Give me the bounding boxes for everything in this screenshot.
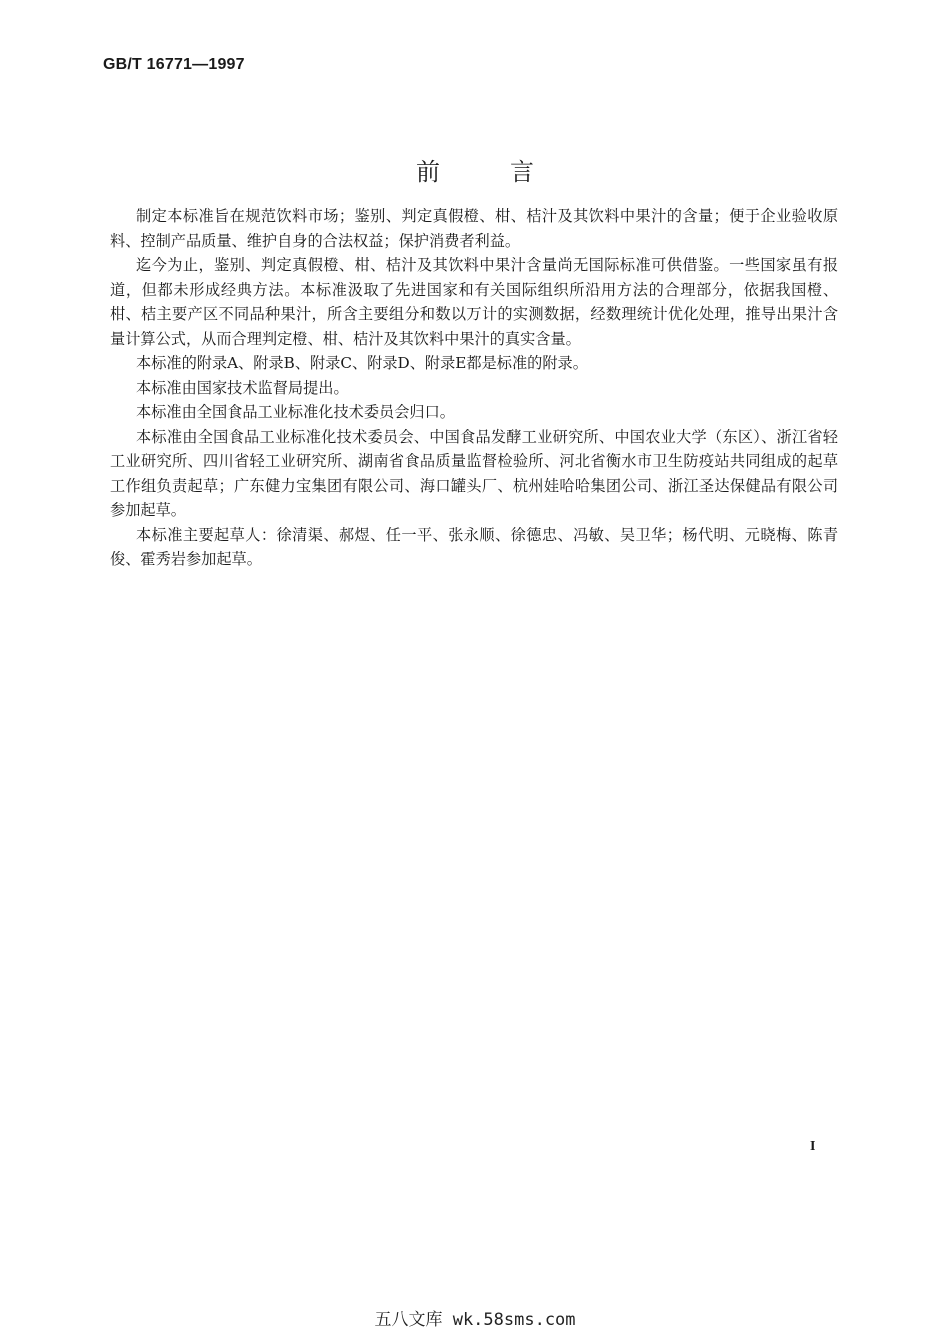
title-char-second: 言 <box>510 158 534 186</box>
page-number: I <box>810 1139 816 1154</box>
watermark-text: 五八文库 wk.58sms.com <box>374 1310 576 1330</box>
title-char-first: 前 <box>416 158 440 186</box>
foreword-body <box>110 204 838 572</box>
paragraph-background: 迄今为止，鉴别、判定真假橙、柑、桔汁及其饮料中果汁含量尚无国际标准可供借鉴。一些国家虽有报道，但都未形成经典方法。本标准汲取了先进国家和有关国际组织所沿用方法的合理部分，依据我国橙、柑、桔主要产区不同品种果汁，所含主要组分和数以万计的实测数据，经数理统计优化处理，推导出果汁含量计算公式，从而合理判定橙、柑、桔汁及其饮料中果汁的真实含量。 <box>110 256 838 348</box>
paragraph-centralizer: 本标准由全国食品工业标准化技术委员会归口。 <box>136 403 455 421</box>
paragraph-purpose: 制定本标准旨在规范饮料市场；鉴别、判定真假橙、柑、桔汁及其饮料中果汁的含量；便于企业验收原料、控制产品质量、维护自身的合法权益；保护消费者利益。 <box>110 207 838 250</box>
paragraph-drafters: 本标准主要起草人：徐清渠、郝煜、任一平、张永顺、徐德忠、冯敏、吴卫华；杨代明、元晓梅、陈青俊、霍秀岩参加起草。 <box>110 525 838 568</box>
paragraph-appendices: 本标准的附录A、附录B、附录C、附录D、附录E都是标准的附录。 <box>136 354 588 372</box>
paragraph-drafting-units: 本标准由全国食品工业标准化技术委员会、中国食品发酵工业研究所、中国农业大学（东区）、浙江省轻工业研究所、四川省轻工业研究所、湖南省食品质量监督检验所、河北省衡水市卫生防疫站共同组成的起草工作组负责起草；广东健力宝集团有限公司、海口罐头厂、杭州娃哈哈集团公司、浙江圣达保健品有限公司参加起草。 <box>110 427 838 519</box>
paragraph-proposer: 本标准由国家技术监督局提出。 <box>136 378 349 397</box>
standard-code: GB/T 16771—1997 <box>103 56 245 73</box>
page-title <box>0 152 950 187</box>
